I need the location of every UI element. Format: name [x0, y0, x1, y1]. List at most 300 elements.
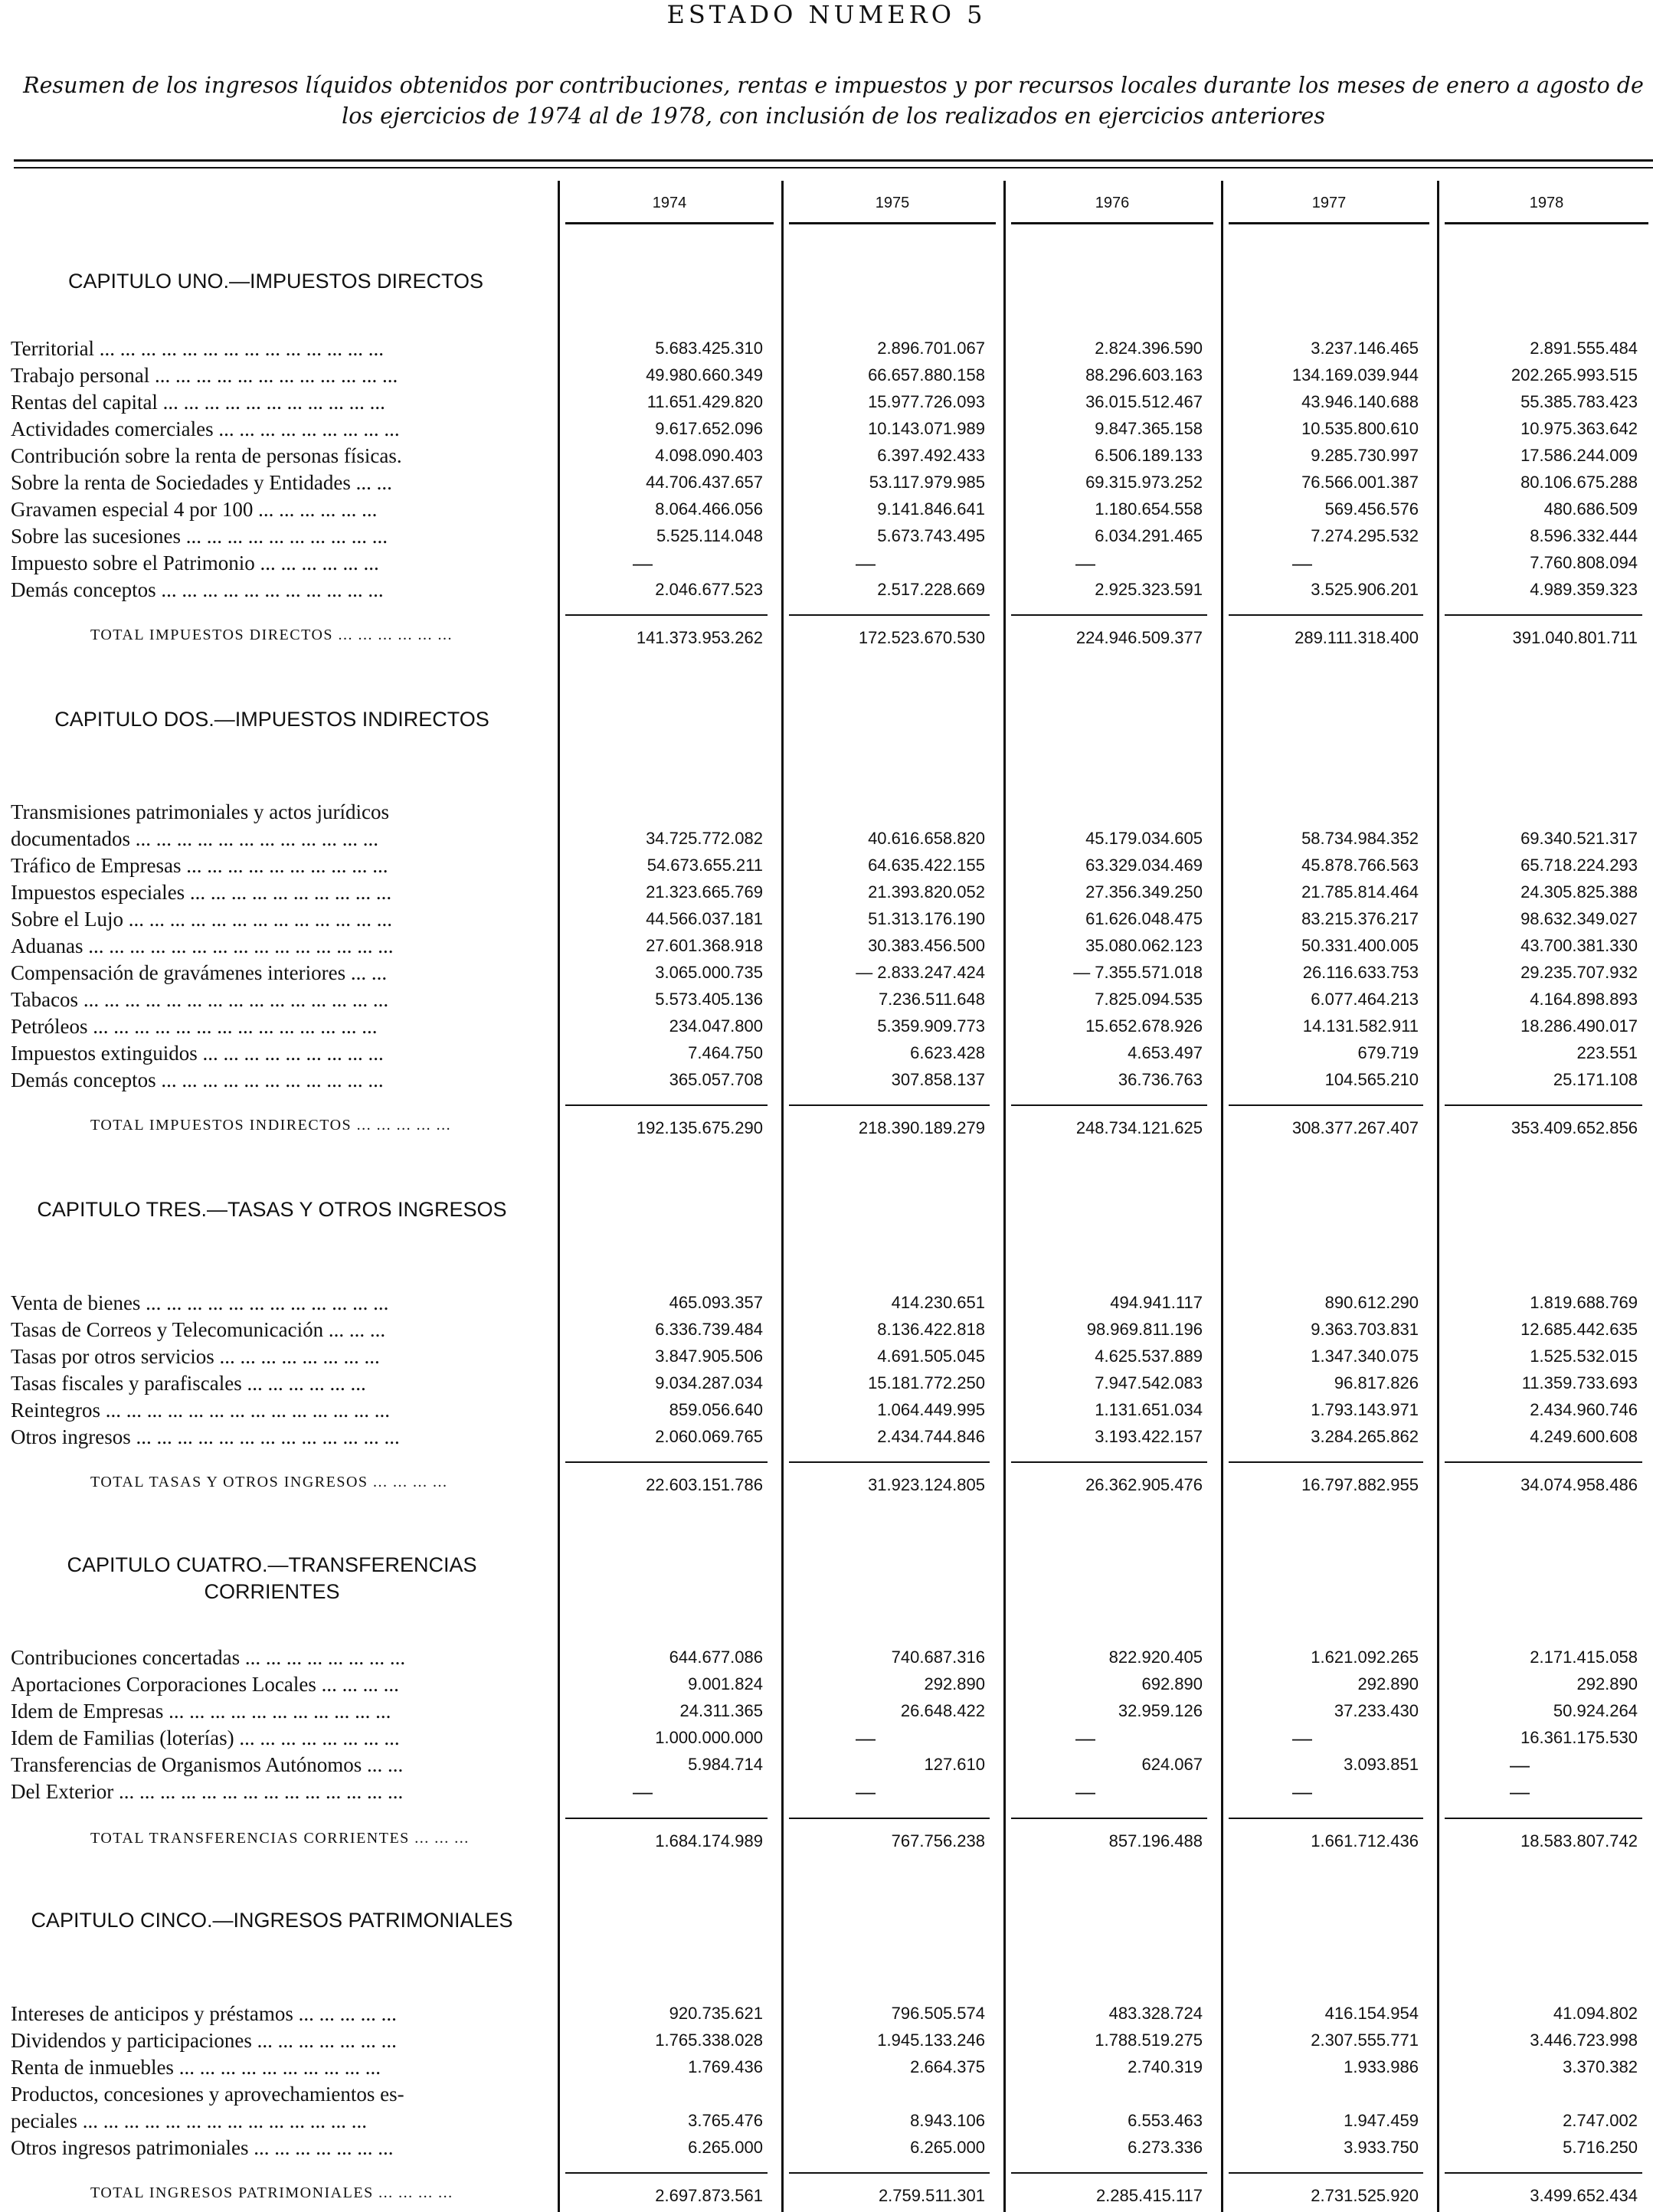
table-row — [0, 2054, 1653, 2080]
cell-value: — — [1292, 551, 1312, 574]
cell-value: 1.945.133.246 — [877, 2030, 985, 2050]
cell-value: 223.551 — [1576, 1043, 1638, 1062]
cell-value: 98.632.349.027 — [1520, 909, 1638, 928]
row-label: Otros ingresos ... ... ... ... ... ... ... ... ... ... ... ... ... — [11, 1425, 400, 1448]
cell-value: 414.230.651 — [891, 1293, 985, 1312]
row-label: Renta de inmuebles ... ... ... ... ... ... ... ... ... ... — [11, 2056, 381, 2079]
cell-value: 2.891.555.484 — [1530, 339, 1638, 358]
table-row — [0, 933, 1653, 959]
cell-value: 1.769.436 — [688, 2057, 763, 2076]
cell-value: 644.677.086 — [669, 1648, 763, 1667]
table-row — [0, 2135, 1653, 2161]
cell-value: 43.700.381.330 — [1520, 936, 1638, 955]
total-rule — [1229, 1104, 1423, 1106]
row-label: Dividendos y participaciones ... ... ... ... ... ... ... — [11, 2029, 397, 2052]
row-label: Compensación de gravámenes interiores ... ... — [11, 961, 388, 984]
cell-value: 307.858.137 — [891, 1070, 985, 1089]
total-value: 353.409.652.856 — [1511, 1118, 1638, 1137]
cell-value: 27.356.349.250 — [1085, 882, 1203, 901]
row-label: Aportaciones Corporaciones Locales ... ... ... ... — [11, 1673, 399, 1696]
cell-value: 2.824.396.590 — [1095, 339, 1203, 358]
cell-value: 1.131.651.034 — [1095, 1400, 1203, 1419]
cell-value: 4.653.497 — [1128, 1043, 1203, 1062]
cell-value: 890.612.290 — [1324, 1293, 1419, 1312]
cell-value: — 2.833.247.424 — [856, 963, 985, 982]
cell-value: 15.977.726.093 — [868, 392, 985, 411]
table-row — [0, 1370, 1653, 1396]
table-row — [0, 496, 1653, 522]
year-header: 1975 — [875, 195, 910, 211]
cell-value: 1.000.000.000 — [655, 1728, 763, 1747]
cell-value: 5.525.114.048 — [656, 526, 763, 545]
cell-value: 69.315.973.252 — [1085, 473, 1203, 492]
row-label: Actividades comerciales ... ... ... ... ... ... ... ... ... — [11, 417, 400, 440]
table-row — [0, 879, 1653, 905]
cell-value: 5.673.743.495 — [877, 526, 985, 545]
year-header-rule — [789, 222, 996, 224]
cell-value: — 7.355.571.018 — [1073, 963, 1203, 982]
table-row — [0, 1778, 1653, 1805]
total-value: 857.196.488 — [1108, 1831, 1203, 1850]
cell-value: 7.236.511.648 — [878, 990, 985, 1009]
cell-value: 7.947.542.083 — [1095, 1373, 1203, 1392]
total-value: 141.373.953.262 — [636, 628, 763, 647]
cell-value: 98.969.811.196 — [1086, 1320, 1203, 1339]
cell-value: 7.825.094.535 — [1095, 990, 1203, 1009]
table-row — [0, 826, 1653, 852]
total-rule — [1229, 2172, 1423, 2174]
section-heading: CAPITULO DOS.—IMPUESTOS INDIRECTOS — [54, 708, 489, 731]
table-row — [0, 1013, 1653, 1039]
cell-value: 6.273.336 — [1128, 2138, 1203, 2157]
cell-value: 35.080.062.123 — [1085, 936, 1203, 955]
cell-value: 3.446.723.998 — [1530, 2030, 1638, 2050]
cell-value: — — [1075, 551, 1095, 574]
cell-value: 1.947.459 — [1344, 2111, 1419, 2130]
total-value: 26.362.905.476 — [1085, 1475, 1203, 1494]
table-row — [0, 1644, 1653, 1670]
table-row — [0, 1698, 1653, 1724]
cell-value: 692.890 — [1141, 1674, 1203, 1693]
total-rule — [565, 2172, 768, 2174]
cell-value: 6.034.291.465 — [1095, 526, 1203, 545]
cell-value: 21.323.665.769 — [646, 882, 763, 901]
total-rule — [565, 1461, 768, 1463]
total-value: 218.390.189.279 — [858, 1118, 985, 1137]
cell-value: 44.566.037.181 — [646, 909, 763, 928]
cell-value: 292.890 — [924, 1674, 985, 1693]
table-row — [0, 362, 1653, 388]
cell-value: 1.793.143.971 — [1311, 1400, 1419, 1419]
cell-value: — — [1510, 1753, 1530, 1776]
year-header-rule — [1229, 222, 1429, 224]
cell-value: — — [856, 1780, 876, 1803]
total-rule — [1229, 1818, 1423, 1819]
cell-value: 202.265.993.515 — [1511, 365, 1638, 384]
cell-value: 859.056.640 — [669, 1400, 763, 1419]
cell-value: 569.456.576 — [1324, 499, 1419, 519]
cell-value: 2.434.960.746 — [1530, 1400, 1638, 1419]
section-heading: CAPITULO CUATRO.—TRANSFERENCIAS CORRIENTES — [67, 1553, 477, 1603]
row-label: Tráfico de Empresas ... ... ... ... ... ... ... ... ... ... — [11, 854, 388, 877]
cell-value: 45.878.766.563 — [1301, 856, 1419, 875]
row-label: Idem de Familias (loterías) ... ... ... ... ... ... ... ... — [11, 1726, 400, 1749]
cell-value: 3.093.851 — [1344, 1755, 1419, 1774]
total-value: 308.377.267.407 — [1291, 1118, 1419, 1137]
cell-value: 32.959.126 — [1118, 1701, 1203, 1720]
table-row — [0, 523, 1653, 549]
document-subtitle: Resumen de los ingresos líquidos obtenidos por contribuciones, rentas e impuestos y por recursos locales durante los meses de enero a agosto de los ejercicios de 1974 al de 1978, con inclusión de los realizados en ejercicios anteriores — [23, 73, 1644, 129]
row-label: Intereses de anticipos y préstamos ... ... ... ... ... — [11, 2002, 397, 2025]
cell-value: 21.393.820.052 — [868, 882, 985, 901]
total-value: 2.759.511.301 — [878, 2186, 985, 2205]
cell-value: 2.664.375 — [910, 2057, 985, 2076]
cell-value: 26.648.422 — [900, 1701, 985, 1720]
total-rule — [1229, 614, 1423, 616]
year-header: 1976 — [1095, 195, 1130, 211]
cell-value: 2.060.069.765 — [655, 1427, 763, 1446]
table-row — [0, 1671, 1653, 1697]
total-rule — [789, 1818, 990, 1819]
total-value: 22.603.151.786 — [646, 1475, 763, 1494]
cell-value: 17.586.244.009 — [1520, 446, 1638, 465]
total-row — [0, 1825, 1653, 1851]
total-rule — [789, 1104, 990, 1106]
cell-value: 1.180.654.558 — [1095, 499, 1203, 519]
header-rule-bottom — [14, 167, 1653, 169]
cell-value: 2.896.701.067 — [877, 339, 985, 358]
total-value: 1.684.174.989 — [655, 1831, 763, 1850]
total-value: 1.661.712.436 — [1311, 1831, 1419, 1850]
total-value: 289.111.318.400 — [1295, 628, 1419, 647]
table-row — [0, 1040, 1653, 1066]
total-value: 391.040.801.711 — [1512, 628, 1638, 647]
cell-value: 740.687.316 — [891, 1648, 985, 1667]
cell-value: 66.657.880.158 — [868, 365, 985, 384]
row-label: Productos, concesiones y aprovechamientos es- — [11, 2083, 404, 2106]
table-row — [0, 1397, 1653, 1423]
row-label: peciales ... ... ... ... ... ... ... ... ... ... ... ... ... ... — [11, 2109, 367, 2132]
total-rule — [789, 614, 990, 616]
cell-value: 6.265.000 — [688, 2138, 763, 2157]
table-row — [0, 1725, 1653, 1751]
total-label: TOTAL TRANSFERENCIAS CORRIENTES ... ... ... — [90, 1830, 470, 1847]
cell-value: — — [856, 551, 876, 574]
cell-value: 234.047.800 — [669, 1016, 763, 1036]
document-title: ESTADO NUMERO 5 — [666, 0, 987, 29]
cell-value: 1.933.986 — [1344, 2057, 1419, 2076]
table-row — [0, 389, 1653, 415]
cell-value: 26.116.633.753 — [1302, 963, 1419, 982]
total-label: TOTAL IMPUESTOS DIRECTOS ... ... ... ... ... ... — [90, 627, 453, 643]
row-label: Reintegros ... ... ... ... ... ... ... ... ... ... ... ... ... ... — [11, 1399, 390, 1422]
cell-value: 3.847.905.506 — [655, 1347, 763, 1366]
cell-value: 4.625.537.889 — [1095, 1347, 1203, 1366]
total-value: 16.797.882.955 — [1301, 1475, 1419, 1494]
total-label: TOTAL IMPUESTOS INDIRECTOS ... ... ... ... ... — [90, 1117, 452, 1134]
table-row — [0, 852, 1653, 879]
cell-value: 104.565.210 — [1324, 1070, 1419, 1089]
total-value: 31.923.124.805 — [868, 1475, 985, 1494]
cell-value: 2.046.677.523 — [655, 580, 763, 599]
cell-value: 494.941.117 — [1110, 1293, 1203, 1312]
cell-value: 3.284.265.862 — [1311, 1427, 1419, 1446]
row-label: documentados ... ... ... ... ... ... ... ... ... ... ... ... — [11, 827, 378, 850]
year-header: 1978 — [1529, 195, 1564, 211]
cell-value: 36.015.512.467 — [1085, 392, 1203, 411]
cell-value: 6.623.428 — [910, 1043, 985, 1062]
cell-value: 53.117.979.985 — [869, 473, 985, 492]
cell-value: 465.093.357 — [669, 1293, 763, 1312]
cell-value: 29.235.707.932 — [1520, 963, 1638, 982]
cell-value: 63.329.034.469 — [1085, 856, 1203, 875]
total-rule — [1011, 1461, 1207, 1463]
total-value: 224.946.509.377 — [1075, 628, 1203, 647]
cell-value: 11.651.429.820 — [646, 392, 763, 411]
table-row — [0, 1067, 1653, 1093]
total-value: 767.756.238 — [891, 1831, 985, 1850]
cell-value: 822.920.405 — [1108, 1648, 1203, 1667]
total-value: 2.285.415.117 — [1095, 2186, 1203, 2205]
total-row — [0, 1112, 1653, 1138]
cell-value: 15.181.772.250 — [868, 1373, 985, 1392]
cell-value: 9.847.365.158 — [1095, 419, 1203, 438]
cell-value: 76.566.001.387 — [1301, 473, 1419, 492]
cell-value: 7.760.808.094 — [1530, 553, 1638, 572]
cell-value: 3.765.476 — [688, 2111, 763, 2130]
cell-value: 624.067 — [1141, 1755, 1203, 1774]
total-rule — [1445, 2172, 1642, 2174]
header-rule-top — [14, 159, 1653, 162]
cell-value: 9.617.652.096 — [655, 419, 763, 438]
cell-value: 8.136.422.818 — [877, 1320, 985, 1339]
cell-value: 3.237.146.465 — [1311, 339, 1419, 358]
cell-value: — — [1292, 1726, 1312, 1749]
cell-value: 36.736.763 — [1118, 1070, 1203, 1089]
cell-value: 80.106.675.288 — [1520, 473, 1638, 492]
cell-value: 2.740.319 — [1128, 2057, 1203, 2076]
row-label: Petróleos ... ... ... ... ... ... ... ... ... ... ... ... ... ... — [11, 1015, 378, 1038]
table-row — [0, 960, 1653, 986]
cell-value: 2.434.744.846 — [877, 1427, 985, 1446]
cell-value: 920.735.621 — [669, 2004, 763, 2023]
cell-value: 2.925.323.591 — [1095, 580, 1203, 599]
total-rule — [1011, 2172, 1207, 2174]
cell-value: 4.098.090.403 — [655, 446, 763, 465]
cell-value: 5.683.425.310 — [655, 339, 763, 358]
total-rule — [565, 1104, 768, 1106]
cell-value: — — [633, 1780, 653, 1803]
cell-value: 55.385.783.423 — [1520, 392, 1638, 411]
cell-value: 1.788.519.275 — [1095, 2030, 1203, 2050]
total-value: 2.697.873.561 — [655, 2186, 763, 2205]
row-label: Venta de bienes ... ... ... ... ... ... ... ... ... ... ... ... — [11, 1291, 389, 1314]
cell-value: 5.359.909.773 — [877, 1016, 985, 1036]
cell-value: 10.143.071.989 — [868, 419, 985, 438]
cell-value: 9.034.287.034 — [655, 1373, 763, 1392]
cell-value: 21.785.814.464 — [1301, 882, 1419, 901]
cell-value: 2.747.002 — [1563, 2111, 1638, 2130]
cell-value: 4.164.898.893 — [1530, 990, 1638, 1009]
total-rule — [565, 614, 768, 616]
cell-value: 8.596.332.444 — [1530, 526, 1638, 545]
cell-value: 51.313.176.190 — [868, 909, 985, 928]
year-header: 1977 — [1311, 195, 1347, 211]
cell-value: 3.065.000.735 — [655, 963, 763, 982]
row-label: Transferencias de Organismos Autónomos ... ... — [11, 1753, 404, 1776]
total-rule — [1229, 1461, 1423, 1463]
row-label: Idem de Empresas ... ... ... ... ... ... ... ... ... ... ... — [11, 1700, 391, 1723]
cell-value: 64.635.422.155 — [868, 856, 985, 875]
cell-value: 65.718.224.293 — [1520, 856, 1638, 875]
total-value: 18.583.807.742 — [1520, 1831, 1638, 1850]
table-row — [0, 550, 1653, 576]
cell-value: 4.989.359.323 — [1530, 580, 1638, 599]
cell-value: 7.274.295.532 — [1311, 526, 1419, 545]
row-label: Gravamen especial 4 por 100 ... ... ... ... ... ... — [11, 498, 378, 521]
table-row — [0, 335, 1653, 362]
cell-value: 49.980.660.349 — [646, 365, 763, 384]
cell-value: 416.154.954 — [1324, 2004, 1419, 2023]
table-row — [0, 2081, 1653, 2107]
row-label: Impuesto sobre el Patrimonio ... ... ... ... ... ... — [11, 551, 379, 574]
cell-value: 88.296.603.163 — [1085, 365, 1203, 384]
cell-value: 4.249.600.608 — [1530, 1427, 1638, 1446]
total-rule — [789, 1461, 990, 1463]
cell-value: 6.397.492.433 — [877, 446, 985, 465]
cell-value: — — [633, 551, 653, 574]
cell-value: 43.946.140.688 — [1301, 392, 1419, 411]
table-row — [0, 906, 1653, 932]
table-row — [0, 577, 1653, 603]
cell-value: 6.553.463 — [1128, 2111, 1203, 2130]
total-rule — [565, 1818, 768, 1819]
total-value: 3.499.652.434 — [1530, 2186, 1638, 2205]
total-row — [0, 1469, 1653, 1495]
total-value: 2.731.525.920 — [1311, 2186, 1419, 2205]
row-label: Demás conceptos ... ... ... ... ... ... ... ... ... ... ... — [11, 1068, 384, 1091]
cell-value: 5.573.405.136 — [655, 990, 763, 1009]
row-label: Tasas por otros servicios ... ... ... ... ... ... ... ... — [11, 1345, 380, 1368]
total-label: TOTAL TASAS Y OTROS INGRESOS ... ... ... ... — [90, 1474, 448, 1490]
cell-value: 5.984.714 — [688, 1755, 763, 1774]
cell-value: 6.336.739.484 — [655, 1320, 763, 1339]
row-label: Contribuciones concertadas ... ... ... ... ... ... ... ... — [11, 1646, 406, 1669]
cell-value: 9.363.703.831 — [1311, 1320, 1419, 1339]
cell-value: 1.347.340.075 — [1311, 1347, 1419, 1366]
total-rule — [1011, 1104, 1207, 1106]
cell-value: — — [1292, 1780, 1312, 1803]
cell-value: 1.525.532.015 — [1530, 1347, 1638, 1366]
cell-value: — — [1075, 1780, 1095, 1803]
total-value: 248.734.121.625 — [1075, 1118, 1203, 1137]
row-label: Trabajo personal ... ... ... ... ... ... ... ... ... ... ... ... — [11, 364, 398, 387]
table-row — [0, 416, 1653, 442]
cell-value: 365.057.708 — [669, 1070, 763, 1089]
year-header: 1974 — [652, 195, 687, 211]
cell-value: 96.817.826 — [1334, 1373, 1419, 1392]
cell-value: 12.685.442.635 — [1520, 1320, 1638, 1339]
total-value: 34.074.958.486 — [1520, 1475, 1638, 1494]
table-row — [0, 987, 1653, 1013]
row-label: Sobre la renta de Sociedades y Entidades ... ... — [11, 471, 392, 494]
cell-value: 9.001.824 — [688, 1674, 763, 1693]
row-label: Impuestos especiales ... ... ... ... ... ... ... ... ... ... — [11, 881, 392, 904]
cell-value: 796.505.574 — [891, 2004, 985, 2023]
table-row — [0, 1424, 1653, 1450]
cell-value: 6.265.000 — [910, 2138, 985, 2157]
table-row — [0, 2001, 1653, 2027]
total-rule — [1445, 1461, 1642, 1463]
cell-value: 3.193.422.157 — [1095, 1427, 1203, 1446]
total-rule — [789, 2172, 990, 2174]
cell-value: 69.340.521.317 — [1520, 829, 1638, 848]
total-row — [0, 622, 1653, 648]
section-heading: CAPITULO CINCO.—INGRESOS PATRIMONIALES — [31, 1909, 513, 1932]
cell-value: 6.077.464.213 — [1311, 990, 1419, 1009]
row-label: Rentas del capital ... ... ... ... ... ... ... ... ... ... ... — [11, 391, 385, 414]
cell-value: 15.652.678.926 — [1085, 1016, 1203, 1036]
cell-value: 45.179.034.605 — [1085, 829, 1203, 848]
row-label: Tasas de Correos y Telecomunicación ... ... ... — [11, 1318, 386, 1341]
table-row — [0, 799, 1653, 825]
table-row — [0, 470, 1653, 496]
total-value: 192.135.675.290 — [636, 1118, 763, 1137]
row-label: Territorial ... ... ... ... ... ... ... ... ... ... ... ... ... ... — [11, 337, 385, 360]
cell-value: 41.094.802 — [1553, 2004, 1638, 2023]
cell-value: 8.064.466.056 — [655, 499, 763, 519]
row-label: Contribución sobre la renta de personas físicas. — [11, 444, 402, 467]
cell-value: 7.464.750 — [688, 1043, 763, 1062]
cell-value: 44.706.437.657 — [646, 473, 763, 492]
cell-value: 24.311.365 — [679, 1701, 763, 1720]
cell-value: 61.626.048.475 — [1085, 909, 1203, 928]
cell-value: 16.361.175.530 — [1520, 1728, 1638, 1747]
row-label: Otros ingresos patrimoniales ... ... ... ... ... ... ... — [11, 2136, 394, 2159]
cell-value: 127.610 — [924, 1755, 985, 1774]
row-label: Aduanas ... ... ... ... ... ... ... ... ... ... ... ... ... ... ... — [11, 934, 394, 957]
total-label: TOTAL INGRESOS PATRIMONIALES ... ... ... ... — [90, 2184, 453, 2201]
total-value: 172.523.670.530 — [858, 628, 985, 647]
table-row — [0, 1752, 1653, 1778]
row-label: Sobre el Lujo ... ... ... ... ... ... ... ... ... ... ... ... ... — [11, 908, 392, 931]
cell-value: 4.691.505.045 — [877, 1347, 985, 1366]
cell-value: 14.131.582.911 — [1302, 1016, 1419, 1036]
cell-value: 679.719 — [1357, 1043, 1419, 1062]
cell-value: 292.890 — [1576, 1674, 1638, 1693]
total-rule — [1445, 614, 1642, 616]
table-row — [0, 1290, 1653, 1316]
cell-value: — — [856, 1726, 876, 1749]
total-rule — [1445, 1104, 1642, 1106]
row-label: Tasas fiscales y parafiscales ... ... ... ... ... ... — [11, 1372, 366, 1395]
cell-value: 3.370.382 — [1563, 2057, 1638, 2076]
cell-value: 5.716.250 — [1563, 2138, 1638, 2157]
total-rule — [1011, 1818, 1207, 1819]
year-header-rule — [1445, 222, 1648, 224]
cell-value: 134.169.039.944 — [1291, 365, 1419, 384]
section-heading: CAPITULO UNO.—IMPUESTOS DIRECTOS — [67, 270, 484, 293]
cell-value: — — [1510, 1780, 1530, 1803]
cell-value: 37.233.430 — [1334, 1701, 1419, 1720]
total-row — [0, 2180, 1653, 2206]
section-heading: CAPITULO TRES.—TASAS Y OTROS INGRESOS — [37, 1198, 507, 1221]
row-label: Impuestos extinguidos ... ... ... ... ... ... ... ... ... — [11, 1042, 384, 1065]
table-row — [0, 2027, 1653, 2053]
row-label: Sobre las sucesiones ... ... ... ... ... ... ... ... ... ... — [11, 525, 388, 548]
cell-value: 18.286.490.017 — [1520, 1016, 1638, 1036]
cell-value: 50.924.264 — [1553, 1701, 1638, 1720]
